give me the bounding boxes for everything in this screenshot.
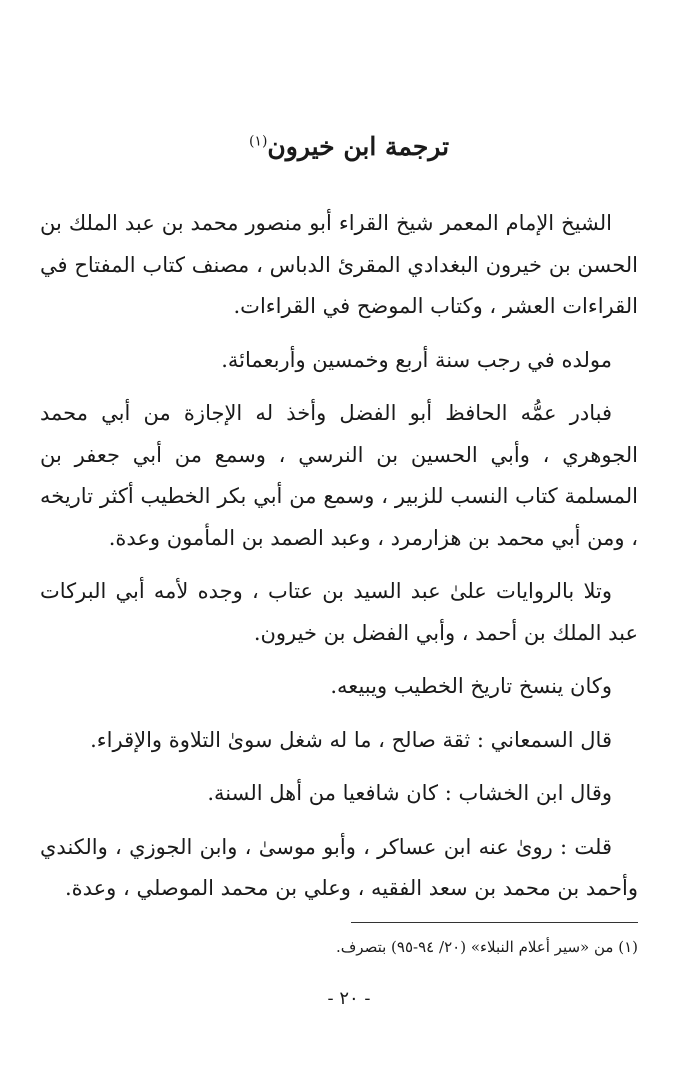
paragraph-recitations: وتلا بالروايات علىٰ عبد السيد بن عتاب ، وجده لأمه أبي البركات عبد الملك بن أحمد ، وأبي الفضل بن خيرون. [40, 579, 638, 645]
paragraph-birth: مولده في رجب سنة أربع وخمسين وأربعمائة. [221, 347, 612, 372]
paragraph-students: قلت : روىٰ عنه ابن عساكر ، وأبو موسىٰ ، وابن الجوزي ، والكندي وأحمد بن محمد بن سعد الفقيه ، وعلي بن محمد الموصلي ، وعدة. [40, 834, 638, 900]
page-number: - ٢٠ - [327, 988, 371, 1009]
body-text [40, 203, 638, 922]
page-title [0, 132, 698, 161]
paragraph-copying: وكان ينسخ تاريخ الخطيب ويبيعه. [330, 674, 612, 698]
paragraph-intro: الشيخ الإمام المعمر شيخ القراء أبو منصور محمد بن عبد الملك بن الحسن بن خيرون البغدادي المقرئ الدباس ، مصنف كتاب المفتاح في القراءات العشر ، وكتاب الموضح في القراءات. [40, 211, 638, 318]
paragraph-samani: قال السمعاني : ثقة صالح ، ما له شغل سوىٰ التلاوة والإقراء. [90, 727, 612, 752]
footnote: (١) من «سير أعلام النبلاء» (٢٠/ ٩٤-٩٥) بتصرف. [335, 938, 638, 956]
title-text: ترجمة ابن خيرون [267, 132, 450, 161]
footnote-divider [351, 922, 638, 923]
paragraph-khashshab: وقال ابن الخشاب : كان شافعيا من أهل السنة. [207, 781, 612, 805]
paragraph-teachers: فبادر عمُّه الحافظ أبو الفضل وأخذ له الإجازة من أبي محمد الجوهري ، وأبي الحسين بن النرسي ، وسمع من أبي جعفر بن المسلمة كتاب النسب للزبير ، وسمع من أبي بكر الخطيب أكثر تاريخه ، ومن أبي محمد بن هزارمرد ، وعبد الصمد بن المأمون وعدة. [40, 401, 638, 550]
footnote-marker: (١) [248, 133, 268, 150]
